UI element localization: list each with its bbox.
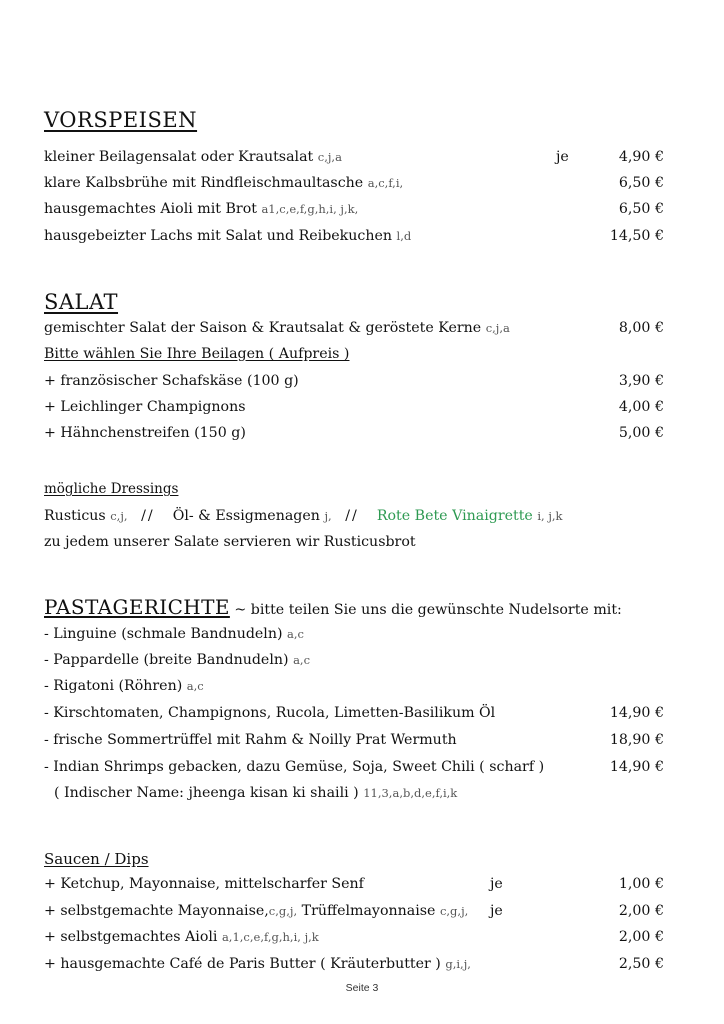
beilagen-heading: Bitte wählen Sie Ihre Beilagen ( Aufpreis ) [44, 346, 350, 362]
price: 5,00 € [618, 425, 664, 441]
menu-item: + hausgemachte Café de Paris Butter ( Kräuterbutter ) g,i,j, 2,50 € [44, 956, 664, 972]
menu-item: - frische Sommertrüffel mit Rahm & Noilly Prat Wermuth 18,90 € [44, 732, 664, 748]
menu-item: kleiner Beilagensalat oder Krautsalat c,j,a je 4,90 € [44, 149, 664, 165]
price: 4,90 € [618, 149, 664, 165]
price: 6,50 € [618, 201, 664, 217]
menu-item: klare Kalbsbrühe mit Rindfleischmaultasche a,c,f,i, 6,50 € [44, 175, 664, 191]
indian-note: ( Indischer Name: jheenga kisan ki shaili ) 11,3,a,b,d,e,f,i,k [54, 785, 458, 801]
menu-item: hausgemachtes Aioli mit Brot a1,c,e,f,g,h,i, j,k, 6,50 € [44, 201, 664, 217]
price: 14,90 € [609, 705, 664, 721]
price: 2,50 € [618, 956, 664, 972]
price: 1,00 € [618, 876, 664, 892]
menu-item: + selbstgemachte Mayonnaise,c,g,j, Trüffelmayonnaise c,g,j, je 2,00 € [44, 903, 664, 919]
page-number: Seite 3 [345, 982, 379, 994]
menu-item: + Hähnchenstreifen (150 g) 5,00 € [44, 425, 664, 441]
section-title-saucen: Saucen / Dips [44, 850, 149, 868]
pasta-header [44, 595, 622, 619]
menu-item: + Leichlinger Champignons 4,00 € [44, 399, 664, 415]
menu-item: - Kirschtomaten, Champignons, Rucola, Limetten-Basilikum Öl 14,90 € [44, 705, 664, 721]
section-title-vorspeisen: VORSPEISEN [44, 108, 198, 132]
price: 6,50 € [618, 175, 664, 191]
menu-item: + Ketchup, Mayonnaise, mittelscharfer Senf je 1,00 € [44, 876, 664, 892]
price: 3,90 € [618, 373, 664, 389]
menu-item: + französischer Schafskäse (100 g) 3,90 € [44, 373, 664, 389]
pasta-sort: - Rigatoni (Röhren) a,c [44, 678, 204, 694]
menu-item: + selbstgemachtes Aioli a,1,c,e,f,g,h,i, j,k 2,00 € [44, 929, 664, 945]
price: 2,00 € [618, 929, 664, 945]
dressings-heading: mögliche Dressings [44, 481, 179, 497]
price: 18,90 € [609, 732, 664, 748]
section-title-pasta: PASTAGERICHTE [44, 595, 230, 619]
price: 8,00 € [618, 320, 664, 336]
price: 14,50 € [609, 228, 664, 244]
price: 4,00 € [618, 399, 664, 415]
price: 14,90 € [609, 759, 664, 775]
price: 2,00 € [618, 903, 664, 919]
dressings-line: Rusticus c,j, // Öl- & Essigmenagen j, // Rote Bete Vinaigrette i, j,k [44, 508, 563, 524]
menu-item: - Indian Shrimps gebacken, dazu Gemüse, Soja, Sweet Chili ( scharf ) 14,90 € [44, 759, 664, 775]
salat-note: zu jedem unserer Salate servieren wir Rusticusbrot [44, 534, 416, 550]
menu-item: gemischter Salat der Saison & Krautsalat & geröstete Kerne c,j,a 8,00 € [44, 320, 664, 336]
menu-item: hausgebeizter Lachs mit Salat und Reibekuchen l,d 14,50 € [44, 228, 664, 244]
pasta-subtitle: ~ bitte teilen Sie uns die gewünschte Nudelsorte mit: [229, 602, 622, 618]
pasta-sort: - Linguine (schmale Bandnudeln) a,c [44, 626, 304, 642]
section-title-salat: SALAT [44, 290, 119, 314]
pasta-sort: - Pappardelle (breite Bandnudeln) a,c [44, 652, 311, 668]
